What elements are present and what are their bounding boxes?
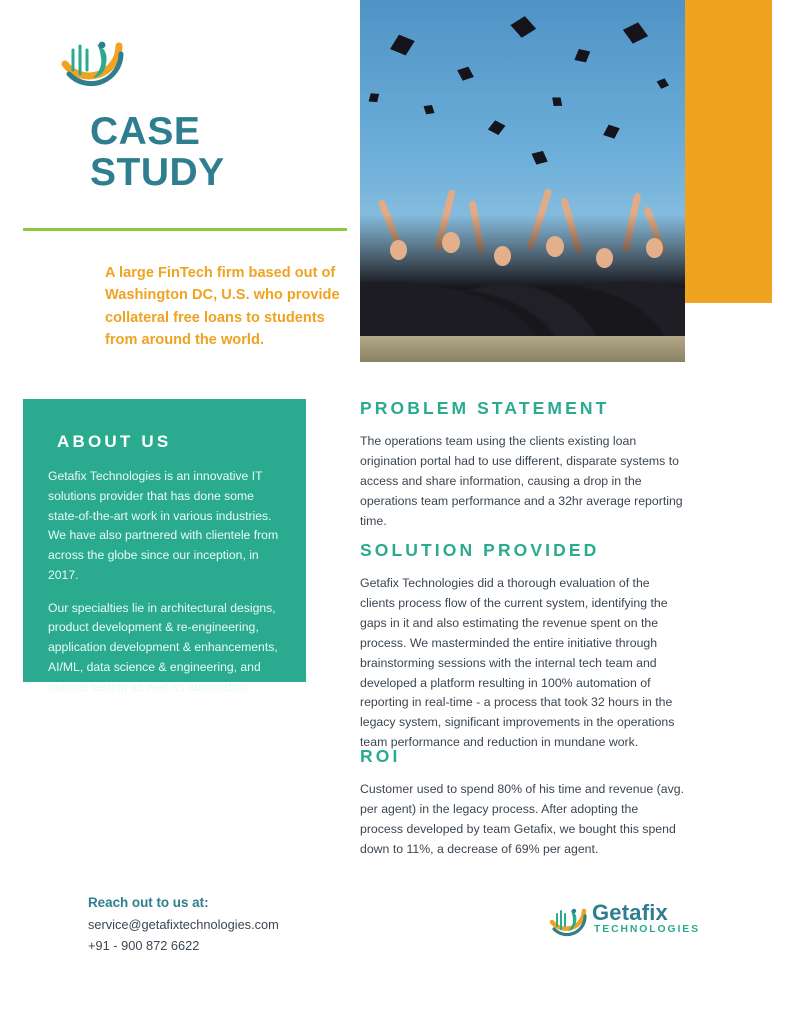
about-us-heading: ABOUT US	[57, 432, 172, 451]
page-title	[90, 112, 350, 194]
solution-provided-heading: SOLUTION PROVIDED	[360, 540, 600, 560]
section-solution-provided	[360, 540, 684, 753]
contact-heading: Reach out to us at:	[88, 895, 209, 910]
graduate-face	[442, 232, 460, 253]
title-divider	[23, 228, 347, 231]
footer-brand-subtitle: TECHNOLOGIES	[594, 924, 700, 935]
ground-strip	[360, 336, 685, 362]
graduate-face	[546, 236, 564, 257]
roi-body: Customer used to spend 80% of his time and revenue (avg. per agent) in the legacy process. After adopting the process developed by team Getafix, we bought this spend down to 11%, a decrease of 69% per agent.	[360, 782, 685, 856]
contact-email[interactable]: service@getafixtechnologies.com	[88, 917, 279, 932]
graduate-face	[596, 248, 613, 268]
roi-heading: ROI	[360, 746, 401, 766]
contact-phone[interactable]: +91 - 900 872 6622	[88, 938, 200, 953]
about-us-paragraph-1: Getafix Technologies is an innovative IT solutions provider that has done some state-of-the-art work in various industries. We have also partnered with clientele from across the globe since our inception, in 2017.	[48, 469, 279, 582]
hero-photo-graduation	[360, 0, 685, 362]
about-us-body	[48, 467, 284, 710]
problem-statement-heading: PROBLEM STATEMENT	[360, 398, 610, 418]
intro-paragraph: A large FinTech firm based out of Washington DC, U.S. who provide collateral free loans to students from around the world.	[105, 265, 340, 348]
section-roi	[360, 746, 684, 860]
page-title-line1: CASE	[90, 110, 201, 153]
footer-logo	[548, 898, 700, 946]
about-us-paragraph-2: Our specialties lie in architectural designs, product development & re-engineering, application development & enhancements, AI/ML, data science & engineering, and manual testing as well as automation.	[48, 600, 278, 694]
section-problem-statement	[360, 398, 684, 532]
problem-statement-body: The operations team using the clients existing loan origination portal had to use different, disparate systems to access and share information, causing a drop in the operations team performance and a 32hr average reporting time.	[360, 434, 683, 528]
graduate-face	[390, 240, 407, 260]
getafix-logo-icon	[548, 898, 588, 942]
footer-brand-name: Getafix	[592, 900, 668, 925]
page-title-line2: STUDY	[90, 150, 225, 194]
graduate-face	[646, 238, 663, 258]
getafix-logo-icon	[57, 24, 129, 92]
solution-provided-body: Getafix Technologies did a thorough evaluation of the clients process flow of the current system, identifying the gaps in it and also estimating the revenue spent on the process. We masterminded the entire initiative through brainstorming sessions with the internal tech team and developed a platform resulting in 100% automation of reporting in real-time - a process that took 32 hours in the legacy system, significant improvements in the operations team performance and reduction in mundane work.	[360, 576, 675, 750]
graduate-face	[494, 246, 511, 266]
footer-contact	[88, 895, 388, 959]
